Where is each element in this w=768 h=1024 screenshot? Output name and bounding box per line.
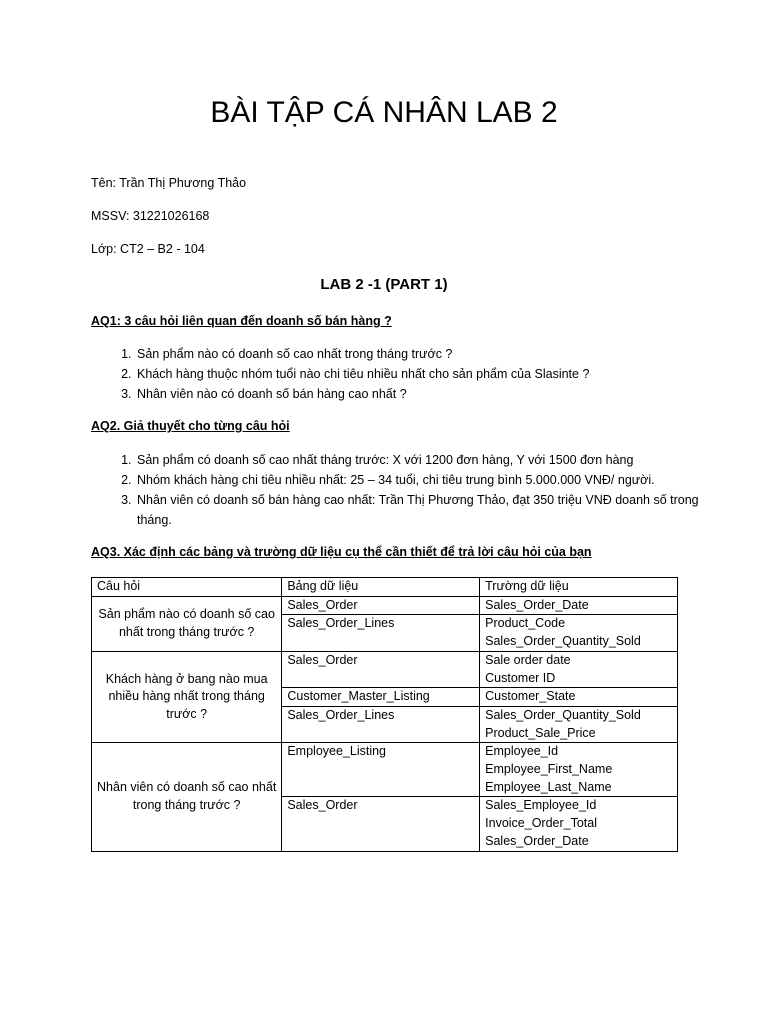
table-name-cell: Sales_Order_Lines — [282, 615, 480, 651]
document-title: BÀI TẬP CÁ NHÂN LAB 2 — [210, 96, 558, 129]
field-cell — [480, 688, 678, 707]
field-name: Sale order date — [485, 652, 571, 667]
table-header-row — [92, 578, 678, 597]
field-cell — [480, 615, 678, 651]
field-name: Employee_First_Name — [485, 762, 613, 777]
field-name: Sales_Order_Date — [485, 833, 589, 848]
aq2-list — [91, 450, 715, 530]
table-row — [92, 651, 678, 687]
aq2-heading: AQ2. Giả thuyết cho từng câu hỏi — [91, 419, 290, 433]
field-cell — [480, 743, 678, 797]
header-cell: Bảng dữ liệu — [282, 578, 480, 597]
student-class: Lớp: CT2 – B2 - 104 — [91, 242, 205, 256]
field-name: Invoice_Order_Total — [485, 816, 598, 831]
table-row — [92, 743, 678, 797]
list-item: 2. Khách hàng thuộc nhóm tuổi nào chi tiêu nhiều nhất cho sản phẩm của Slasinte ? — [135, 364, 715, 384]
table-name-cell: Sales_Order — [282, 596, 480, 615]
aq1-heading: AQ1: 3 câu hỏi liên quan đến doanh số bán hàng ? — [91, 314, 392, 328]
field-cell — [480, 651, 678, 687]
table-name-cell: Customer_Master_Listing — [282, 688, 480, 707]
aq1-list — [91, 344, 715, 404]
field-name: Sales_Order_Quantity_Sold — [485, 707, 641, 722]
field-name: Customer_State — [485, 689, 576, 704]
field-cell — [480, 797, 678, 851]
list-item: 3. Nhân viên nào có doanh số bán hàng cao nhất ? — [135, 384, 715, 404]
field-name: Sales_Order_Quantity_Sold — [485, 634, 641, 649]
header-cell: Trường dữ liệu — [480, 578, 678, 597]
table-name-cell: Sales_Order — [282, 651, 480, 687]
student-id: MSSV: 31221026168 — [91, 209, 210, 223]
table-row — [92, 596, 678, 615]
question-cell: Nhân viên có doanh số cao nhất trong tháng trước ? — [92, 743, 282, 851]
table-name-cell: Employee_Listing — [282, 743, 480, 797]
student-name: Tên: Trần Thị Phương Thảo — [91, 176, 247, 190]
field-name: Employee_Id — [485, 744, 559, 759]
lab-title: LAB 2 -1 (PART 1) — [320, 276, 448, 293]
field-name: Sales_Employee_Id — [485, 798, 597, 813]
field-cell — [480, 706, 678, 742]
question-cell: Sản phẩm nào có doanh số cao nhất trong tháng trước ? — [92, 596, 282, 651]
list-item: 1. Sản phẩm có doanh số cao nhất tháng trước: X với 1200 đơn hàng, Y với 1500 đơn hàng — [135, 450, 715, 470]
field-name: Sales_Order_Date — [485, 597, 589, 612]
question-cell: Khách hàng ở bang nào mua nhiều hàng nhất trong tháng trước ? — [92, 651, 282, 743]
field-name: Employee_Last_Name — [485, 779, 612, 794]
header-cell: Câu hỏi — [92, 578, 282, 597]
table-name-cell: Sales_Order — [282, 797, 480, 851]
table-name-cell: Sales_Order_Lines — [282, 706, 480, 742]
field-cell — [480, 596, 678, 615]
data-table — [91, 577, 678, 852]
aq3-heading: AQ3. Xác định các bảng và trường dữ liệu cụ thể cần thiết để trả lời câu hỏi của bạn — [91, 545, 592, 559]
list-item: 2. Nhóm khách hàng chi tiêu nhiều nhất: 25 – 34 tuổi, chi tiêu trung bình 5.000.000 VNĐ/ người. — [135, 470, 715, 490]
list-item: 1. Sản phẩm nào có doanh số cao nhất trong tháng trước ? — [135, 344, 715, 364]
field-name: Product_Sale_Price — [485, 725, 596, 740]
list-item: 3. Nhân viên có doanh số bán hàng cao nhất: Trần Thị Phương Thảo, đạt 350 triệu VNĐ doanh số trong tháng. — [135, 490, 715, 530]
field-name: Product_Code — [485, 616, 566, 631]
field-name: Customer ID — [485, 670, 556, 685]
